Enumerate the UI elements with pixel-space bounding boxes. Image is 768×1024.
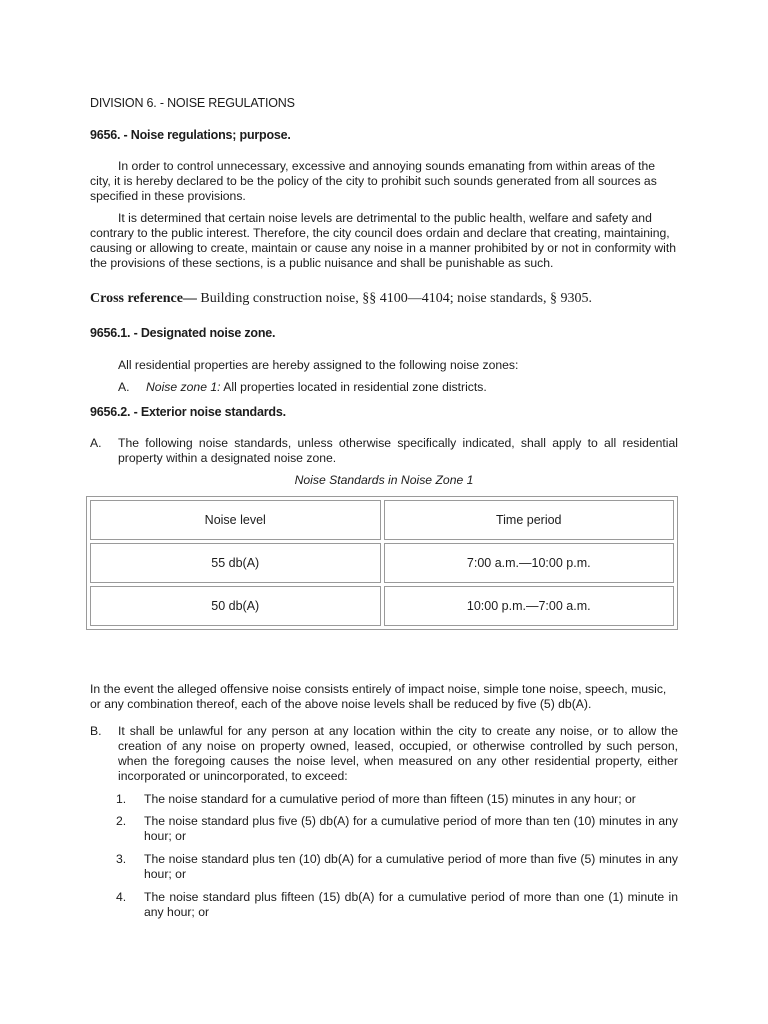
section-9656-heading: 9656. - Noise regulations; purpose. — [90, 128, 291, 142]
header-noise-level: Noise level — [90, 500, 381, 540]
list-item: The noise standard plus fifteen (15) db(A) for a cumulative period of more than one (1) minute in any hour; or — [144, 890, 678, 919]
division-title: DIVISION 6. - NOISE REGULATIONS — [90, 96, 295, 110]
cell-noise-level: 55 db(A) — [90, 543, 381, 583]
table-caption: Noise Standards in Noise Zone 1 — [294, 473, 474, 487]
noise-zone-item — [146, 380, 487, 395]
cross-reference-text: Building construction noise, §§ 4100—4104; noise standards, § 9305. — [196, 291, 593, 306]
item-a-marker: A. — [90, 436, 102, 450]
purpose-paragraph-2: It is determined that certain noise levels are detrimental to the public health, welfare and safety and contrary to the public interest. Therefore, the city council does ordain and declare that creating, maintaining, causing or allowing to create, maintain or cause any noise in a manner prohibited by or not in conformity with the provisions of these sections, is a public nuisance and shall be punishable as such. — [90, 211, 676, 270]
cell-noise-level: 50 db(A) — [90, 586, 381, 626]
table-header-row — [90, 500, 674, 540]
noise-zone-item-text: All properties located in residential zone districts. — [220, 380, 487, 394]
list-item-number: 3. — [116, 852, 127, 866]
cell-time-period: 10:00 p.m.—7:00 a.m. — [384, 586, 675, 626]
cross-reference — [90, 291, 592, 307]
table-row — [90, 543, 674, 583]
section-9656-2-heading: 9656.2. - Exterior noise standards. — [90, 405, 286, 419]
item-a-text: The following noise standards, unless otherwise specifically indicated, shall apply to all residential property within a designated noise zone. — [118, 436, 678, 465]
list-item: The noise standard for a cumulative period of more than fifteen (15) minutes in any hour; or — [144, 792, 636, 806]
list-item-number: 1. — [116, 792, 127, 806]
list-item: The noise standard plus five (5) db(A) for a cumulative period of more than ten (10) minutes in any hour; or — [144, 814, 678, 843]
list-item: The noise standard plus ten (10) db(A) for a cumulative period of more than five (5) minutes in any hour; or — [144, 852, 678, 881]
noise-zone-item-marker: A. — [118, 380, 130, 394]
noise-zone-item-label: Noise zone 1: — [146, 380, 221, 394]
item-b-marker: B. — [90, 724, 102, 738]
noise-standards-table — [86, 496, 678, 630]
section-9656-1-heading: 9656.1. - Designated noise zone. — [90, 326, 276, 340]
cross-reference-label: Cross reference— — [90, 291, 197, 306]
table-row — [90, 586, 674, 626]
list-item-number: 4. — [116, 890, 127, 904]
noise-zone-intro: All residential properties are hereby assigned to the following noise zones: — [118, 358, 519, 372]
purpose-paragraph-1: In order to control unnecessary, excessive and annoying sounds emanating from within areas of the city, it is hereby declared to be the policy of the city to prohibit such sounds generated from all sources as specified in these provisions. — [90, 159, 657, 203]
impact-noise-paragraph: In the event the alleged offensive noise consists entirely of impact noise, simple tone noise, speech, music, or any combination thereof, each of the above noise levels shall be reduced by five (5) db(A). — [90, 682, 667, 711]
cell-time-period: 7:00 a.m.—10:00 p.m. — [384, 543, 675, 583]
list-item-number: 2. — [116, 814, 127, 828]
header-time-period: Time period — [384, 500, 675, 540]
item-b-text: It shall be unlawful for any person at any location within the city to create any noise, or to allow the creation of any noise on property owned, leased, occupied, or otherwise controlled by such person, when the foregoing causes the noise level, when measured on any other residential property, either incorporated or unincorporated, to exceed: — [118, 724, 678, 783]
